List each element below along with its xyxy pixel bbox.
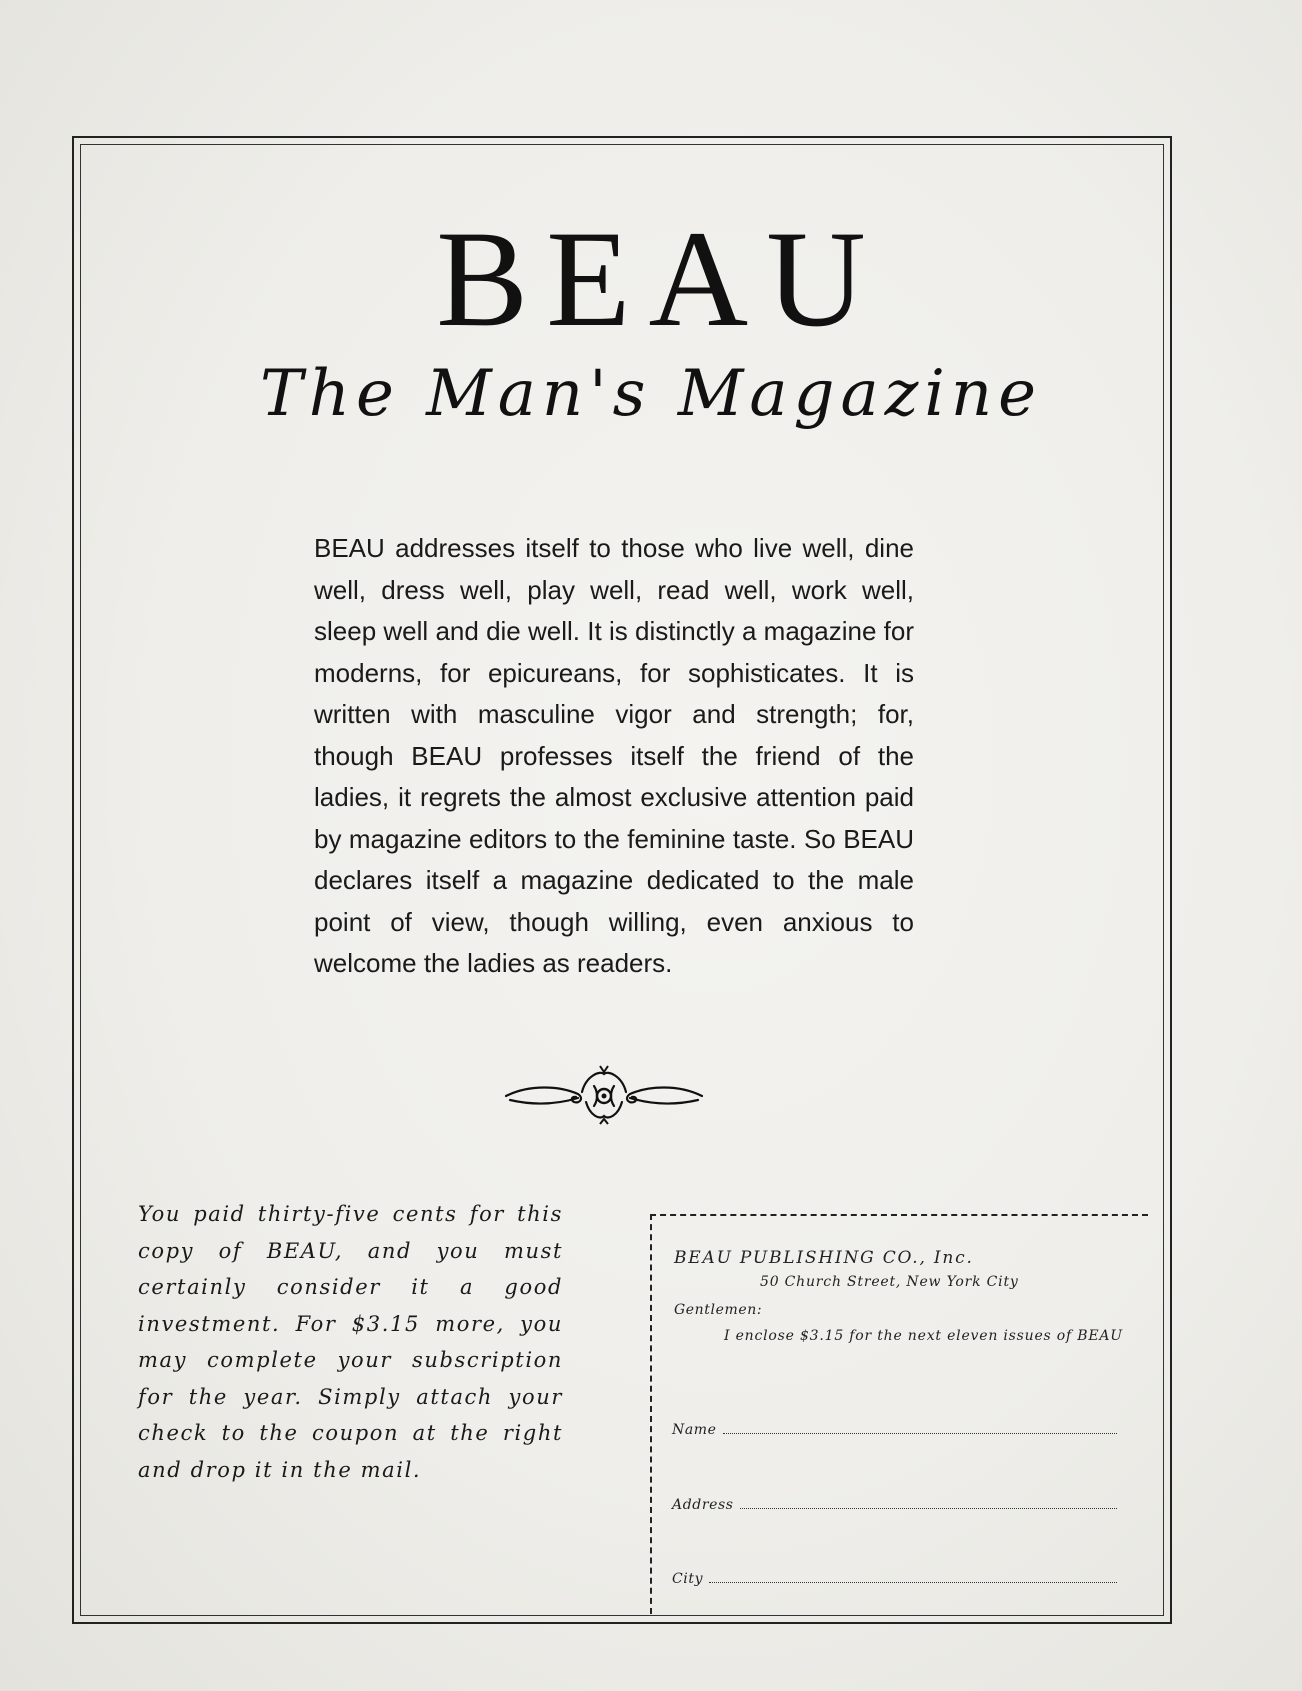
coupon-enclose-line: I enclose $3.15 for the next eleven issues of BEAU — [724, 1328, 1123, 1344]
coupon-greeting: Gentlemen: — [674, 1302, 763, 1318]
coupon-address-line[interactable] — [740, 1507, 1117, 1509]
coupon-company: BEAU PUBLISHING CO., Inc. — [674, 1248, 974, 1268]
coupon-address-label: Address — [672, 1497, 734, 1513]
coupon-city-line[interactable] — [709, 1581, 1117, 1583]
subscription-promo-text: You paid thirty-five cents for this copy of BEAU, and you must certainly consider it a good investment. For $3.15 more, you may complete your subscription for the year. Simply attach your check to the coupon at the right and drop it in the mail. — [138, 1202, 563, 1482]
coupon-name-field[interactable] — [672, 1422, 1117, 1438]
masthead-title: BEAU — [436, 202, 884, 355]
coupon-city-field[interactable] — [672, 1571, 1117, 1587]
floral-ornament-icon — [500, 1062, 708, 1126]
coupon-name-label: Name — [672, 1422, 717, 1438]
masthead-subtitle: The Man's Magazine — [260, 357, 1042, 431]
coupon-name-line[interactable] — [723, 1432, 1117, 1434]
subscription-coupon — [650, 1214, 1148, 1614]
coupon-address-field[interactable] — [672, 1497, 1117, 1513]
coupon-address: 50 Church Street, New York City — [760, 1274, 1019, 1290]
body-paragraph: BEAU addresses itself to those who live well, dine well, dress well, play well, read well, work well, sleep well and die well. It is distinctly a magazine for moderns, for epicureans, for sophisticates. It is written with masculine vigor and strength; for, though BEAU professes itself the friend of the ladies, it regrets the almost exclusive attention paid by magazine editors to the feminine taste. So BEAU declares itself a magazine dedicated to the male point of view, though willing, even anxious to welcome the ladies as readers. — [314, 533, 914, 978]
coupon-city-label: City — [672, 1571, 704, 1587]
